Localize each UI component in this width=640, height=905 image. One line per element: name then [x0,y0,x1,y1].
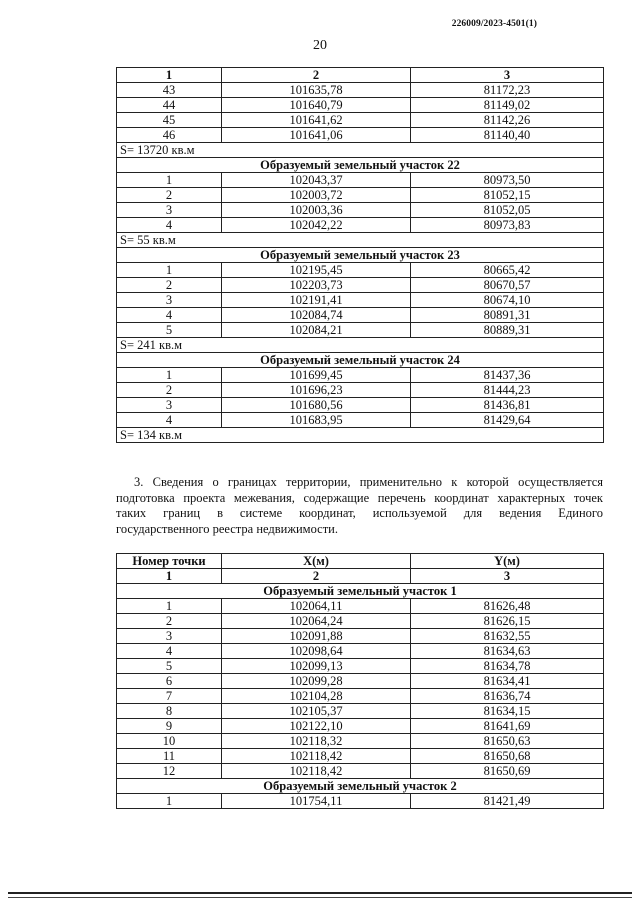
point-number-cell: 1 [117,173,222,188]
x-coordinate-cell: 102195,45 [222,263,411,278]
point-number-cell: 3 [117,293,222,308]
column-number-2: 2 [222,569,411,584]
point-number-cell: 1 [117,263,222,278]
table-row [117,83,604,98]
y-coordinate-cell: 81650,68 [411,749,604,764]
column-number-2: 2 [222,68,411,83]
y-coordinate-cell: 81140,40 [411,128,604,143]
y-coordinate-cell: 81626,48 [411,599,604,614]
footer-rule [8,897,632,898]
table-row [117,308,604,323]
table-row [117,734,604,749]
area-label: S= 241 кв.м [117,338,604,353]
table-row [117,278,604,293]
section-title-row [117,158,604,173]
column-number-3: 3 [411,68,604,83]
x-coordinate-cell: 102118,42 [222,764,411,779]
area-label-row [117,233,604,248]
x-coordinate-cell: 101635,78 [222,83,411,98]
x-coordinate-cell: 101754,11 [222,794,411,809]
y-coordinate-cell: 81650,69 [411,764,604,779]
table-row [117,629,604,644]
x-coordinate-cell: 102118,32 [222,734,411,749]
x-coordinate-cell: 101696,23 [222,383,411,398]
table-row [117,323,604,338]
x-coordinate-cell: 102064,11 [222,599,411,614]
column-title-y: Y(м) [411,554,604,569]
point-number-cell: 11 [117,749,222,764]
point-number-cell: 5 [117,323,222,338]
section-title-row [117,584,604,599]
point-number-cell: 3 [117,203,222,218]
y-coordinate-cell: 81052,05 [411,203,604,218]
x-coordinate-cell: 102064,24 [222,614,411,629]
x-coordinate-cell: 102099,28 [222,674,411,689]
footer-rule [8,892,632,894]
table-row [117,749,604,764]
table-row [117,569,604,584]
table-row [117,764,604,779]
area-label: S= 55 кв.м [117,233,604,248]
y-coordinate-cell: 81444,23 [411,383,604,398]
coordinates-table-continued [116,67,604,443]
table-row [117,383,604,398]
area-label: S= 134 кв.м [117,428,604,443]
table-row [117,719,604,734]
column-number-1: 1 [117,569,222,584]
point-number-cell: 2 [117,383,222,398]
y-coordinate-cell: 81634,63 [411,644,604,659]
y-coordinate-cell: 81142,26 [411,113,604,128]
x-coordinate-cell: 101641,06 [222,128,411,143]
x-coordinate-cell: 102191,41 [222,293,411,308]
table-row [117,659,604,674]
x-coordinate-cell: 102104,28 [222,689,411,704]
table-row [117,599,604,614]
table-row [117,689,604,704]
area-label-row [117,338,604,353]
table-row [117,263,604,278]
section-title: Образуемый земельный участок 2 [117,779,604,794]
section-3-paragraph [116,475,603,537]
table-row [117,398,604,413]
point-number-cell: 5 [117,659,222,674]
x-coordinate-cell: 101699,45 [222,368,411,383]
table-row [117,413,604,428]
x-coordinate-cell: 102003,72 [222,188,411,203]
point-number-cell: 1 [117,794,222,809]
table-row [117,293,604,308]
x-coordinate-cell: 102091,88 [222,629,411,644]
table-row [117,794,604,809]
point-number-cell: 3 [117,398,222,413]
table-row [117,128,604,143]
y-coordinate-cell: 81634,15 [411,704,604,719]
point-number-cell: 43 [117,83,222,98]
column-number-1: 1 [117,68,222,83]
x-coordinate-cell: 102099,13 [222,659,411,674]
point-number-cell: 9 [117,719,222,734]
table-row [117,368,604,383]
x-coordinate-cell: 102084,21 [222,323,411,338]
point-number-cell: 4 [117,308,222,323]
y-coordinate-cell: 81052,15 [411,188,604,203]
point-number-cell: 10 [117,734,222,749]
x-coordinate-cell: 101640,79 [222,98,411,113]
table-row [117,614,604,629]
section-title-row [117,248,604,263]
x-coordinate-cell: 102122,10 [222,719,411,734]
section-title: Образуемый земельный участок 22 [117,158,604,173]
x-coordinate-cell: 102043,37 [222,173,411,188]
x-coordinate-cell: 102042,22 [222,218,411,233]
paragraph-line: государственного реестра недвижимости. [116,521,338,536]
table-row [117,68,604,83]
y-coordinate-cell: 80891,31 [411,308,604,323]
point-number-cell: 1 [117,599,222,614]
table-body-top [117,68,604,443]
x-coordinate-cell: 101680,56 [222,398,411,413]
area-label-row [117,428,604,443]
column-title-x: X(м) [222,554,411,569]
table-row [117,218,604,233]
table-row [117,644,604,659]
table-body-bottom [117,554,604,809]
column-title-point: Номер точки [117,554,222,569]
y-coordinate-cell: 81626,15 [411,614,604,629]
y-coordinate-cell: 81429,64 [411,413,604,428]
area-label-row [117,143,604,158]
area-label: S= 13720 кв.м [117,143,604,158]
y-coordinate-cell: 81149,02 [411,98,604,113]
point-number-cell: 3 [117,629,222,644]
paragraph-line: 3. Сведения о границах территории, применительно к которой осуществляется [134,475,603,489]
section-title: Образуемый земельный участок 23 [117,248,604,263]
point-number-cell: 2 [117,188,222,203]
y-coordinate-cell: 81436,81 [411,398,604,413]
y-coordinate-cell: 80973,50 [411,173,604,188]
x-coordinate-cell: 101641,62 [222,113,411,128]
y-coordinate-cell: 81437,36 [411,368,604,383]
point-number-cell: 8 [117,704,222,719]
point-number-cell: 2 [117,278,222,293]
point-number-cell: 46 [117,128,222,143]
point-number-cell: 4 [117,218,222,233]
paragraph-line: подготовка проекта межевания, содержащие перечень координат характерных точек [116,490,603,505]
x-coordinate-cell: 102098,64 [222,644,411,659]
point-number-cell: 45 [117,113,222,128]
y-coordinate-cell: 80674,10 [411,293,604,308]
paragraph-line: таких границ в системе координат, используемой для ведения Единого [116,506,603,520]
point-number-cell: 2 [117,614,222,629]
section-title: Образуемый земельный участок 1 [117,584,604,599]
section-title-row [117,779,604,794]
y-coordinate-cell: 81636,74 [411,689,604,704]
table-row [117,674,604,689]
y-coordinate-cell: 81650,63 [411,734,604,749]
page-number: 20 [313,38,327,53]
table-row [117,173,604,188]
table-row [117,704,604,719]
point-number-cell: 44 [117,98,222,113]
x-coordinate-cell: 102105,37 [222,704,411,719]
point-number-cell: 1 [117,368,222,383]
x-coordinate-cell: 102003,36 [222,203,411,218]
y-coordinate-cell: 81634,41 [411,674,604,689]
table-row [117,203,604,218]
y-coordinate-cell: 81172,23 [411,83,604,98]
x-coordinate-cell: 101683,95 [222,413,411,428]
point-number-cell: 12 [117,764,222,779]
y-coordinate-cell: 80973,83 [411,218,604,233]
point-number-cell: 7 [117,689,222,704]
point-number-cell: 4 [117,644,222,659]
table-row [117,113,604,128]
y-coordinate-cell: 80889,31 [411,323,604,338]
point-number-cell: 4 [117,413,222,428]
table-row [117,188,604,203]
x-coordinate-cell: 102084,74 [222,308,411,323]
y-coordinate-cell: 81634,78 [411,659,604,674]
table-row [117,98,604,113]
x-coordinate-cell: 102203,73 [222,278,411,293]
section-title-row [117,353,604,368]
y-coordinate-cell: 81641,69 [411,719,604,734]
section-title: Образуемый земельный участок 24 [117,353,604,368]
document-number: 226009/2023-4501(1) [451,19,537,29]
column-number-3: 3 [411,569,604,584]
coordinates-table-new [116,553,604,809]
table-row [117,554,604,569]
y-coordinate-cell: 81632,55 [411,629,604,644]
y-coordinate-cell: 80665,42 [411,263,604,278]
y-coordinate-cell: 81421,49 [411,794,604,809]
x-coordinate-cell: 102118,42 [222,749,411,764]
point-number-cell: 6 [117,674,222,689]
y-coordinate-cell: 80670,57 [411,278,604,293]
